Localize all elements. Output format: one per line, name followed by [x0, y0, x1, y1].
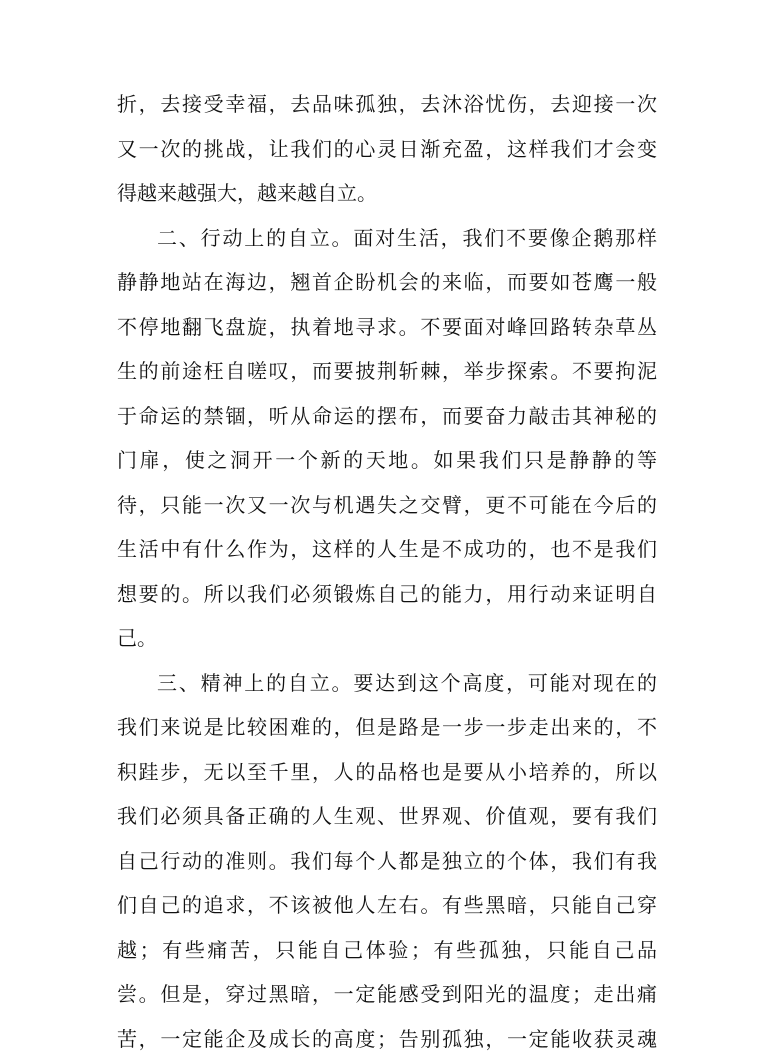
text-line: 苦，一定能企及成长的高度；告别孤独，一定能收获灵魂 [117, 1017, 657, 1061]
text-line: 我们必须具备正确的人生观、世界观、价值观，要有我们 [117, 794, 657, 839]
body-text [117, 82, 657, 1061]
text-line: 折，去接受幸福，去品味孤独，去沐浴忧伤，去迎接一次 [117, 82, 657, 127]
text-line: 己。 [117, 616, 657, 661]
text-line: 我们来说是比较困难的，但是路是一步一步走出来的，不 [117, 705, 657, 750]
section-two-heading-line: 二、行动上的自立。面对生活，我们不要像企鹅那样 [117, 216, 657, 261]
text-line: 们自己的追求，不该被他人左右。有些黑暗，只能自己穿 [117, 883, 657, 928]
text-line: 不停地翻飞盘旋，执着地寻求。不要面对峰回路转杂草丛 [117, 305, 657, 350]
text-line: 尝。但是，穿过黑暗，一定能感受到阳光的温度；走出痛 [117, 972, 657, 1017]
section-three-heading-line: 三、精神上的自立。要达到这个高度，可能对现在的 [117, 661, 657, 706]
text-line: 生的前途枉自嗟叹，而要披荆斩棘，举步探索。不要拘泥 [117, 349, 657, 394]
text-line: 得越来越强大，越来越自立。 [117, 171, 657, 216]
text-line: 越；有些痛苦，只能自己体验；有些孤独，只能自己品 [117, 928, 657, 973]
text-line: 待，只能一次又一次与机遇失之交臂，更不可能在今后的 [117, 483, 657, 528]
text-line: 又一次的挑战，让我们的心灵日渐充盈，这样我们才会变 [117, 127, 657, 172]
text-line: 积跬步，无以至千里，人的品格也是要从小培养的，所以 [117, 750, 657, 795]
text-line: 生活中有什么作为，这样的人生是不成功的，也不是我们 [117, 527, 657, 572]
text-line: 门扉，使之洞开一个新的天地。如果我们只是静静的等 [117, 438, 657, 483]
text-line: 静静地站在海边，翘首企盼机会的来临，而要如苍鹰一般 [117, 260, 657, 305]
text-line: 于命运的禁锢，听从命运的摆布，而要奋力敲击其神秘的 [117, 394, 657, 439]
text-line: 自己行动的准则。我们每个人都是独立的个体，我们有我 [117, 839, 657, 884]
text-line: 想要的。所以我们必须锻炼自己的能力，用行动来证明自 [117, 572, 657, 617]
